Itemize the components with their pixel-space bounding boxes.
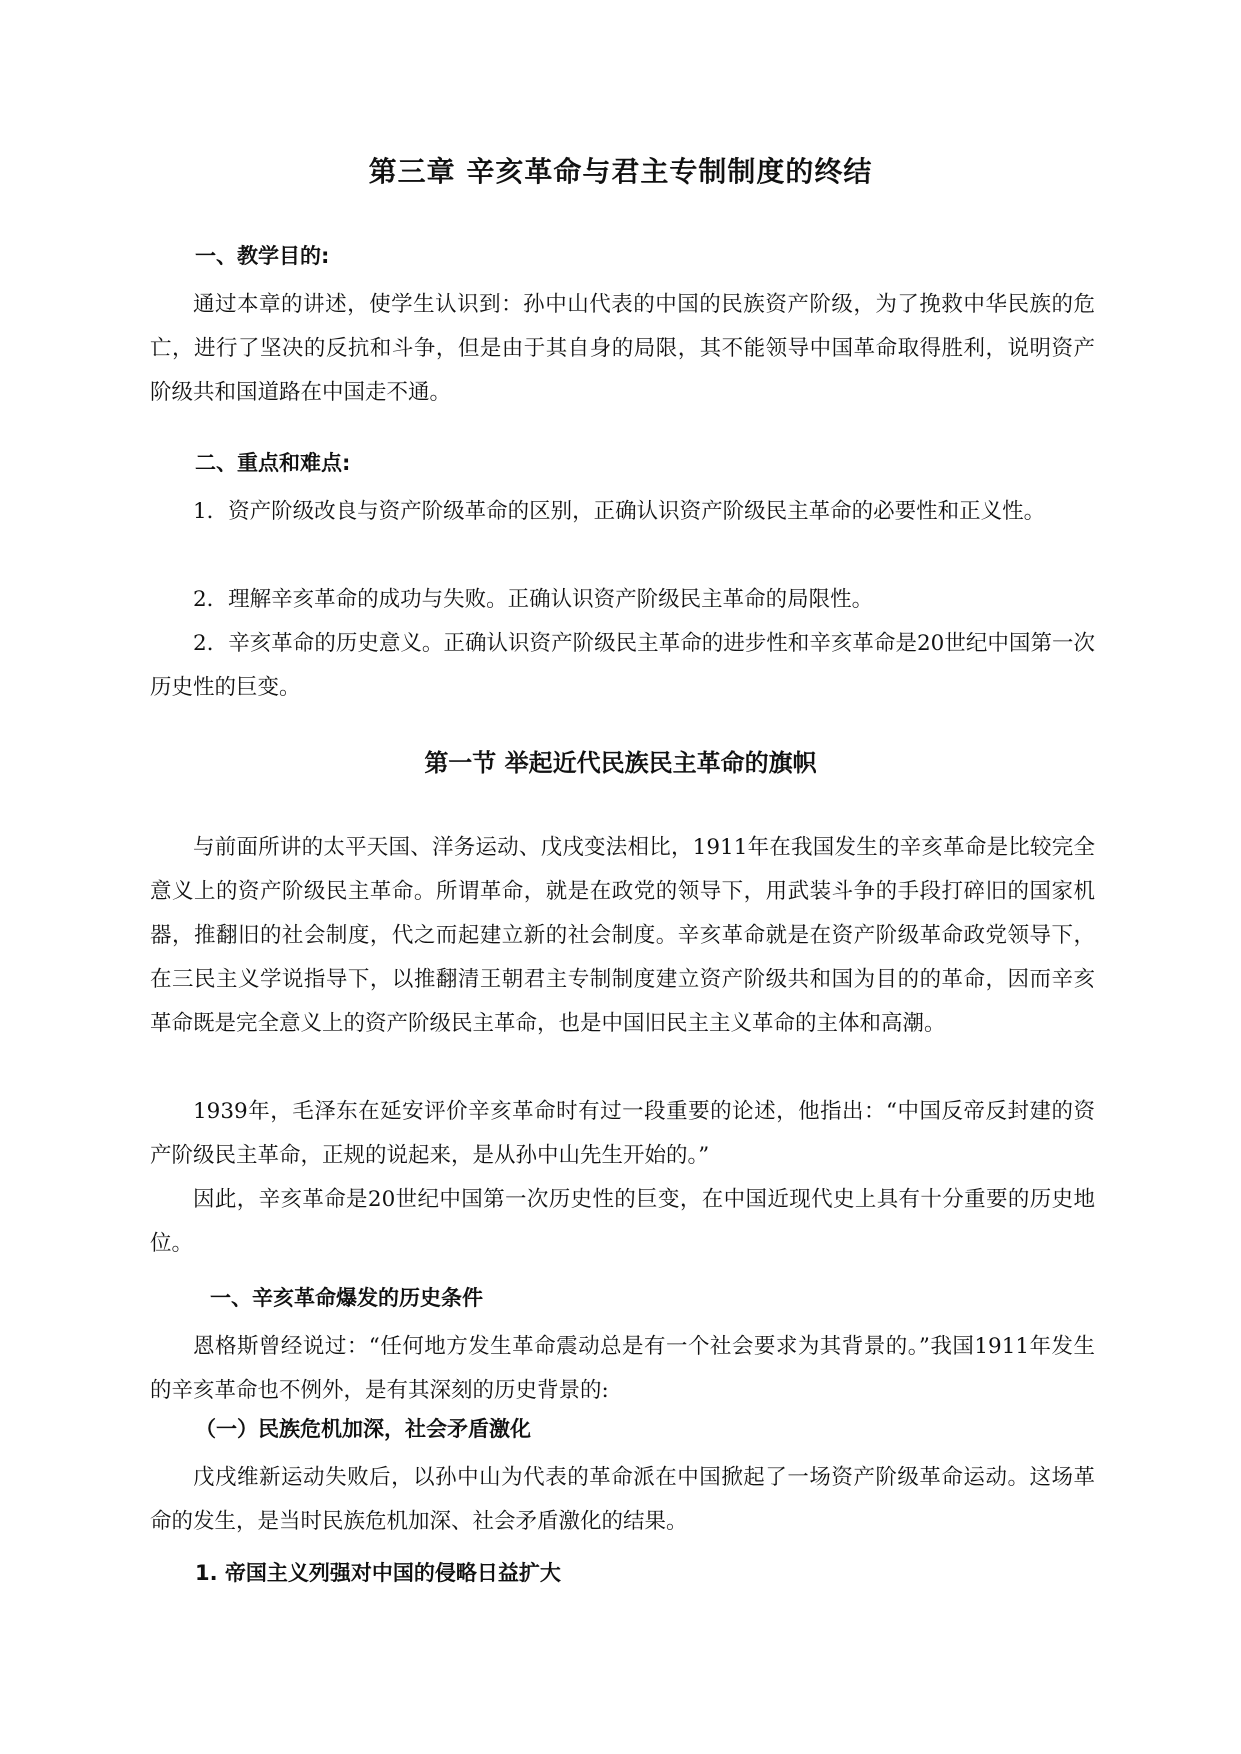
key-point-item: 2．理解辛亥革命的成功与失败。正确认识资产阶级民主革命的局限性。 [193, 587, 874, 612]
section-paragraph: 1939年，毛泽东在延安评价辛亥革命时有过一段重要的论述，他指出：“中国反帝反封建的资产阶级民主革命，正规的说起来，是从孙中山先生开始的。” [150, 1099, 1095, 1168]
chapter-title: 第三章 辛亥革命与君主专制制度的终结 [368, 155, 873, 188]
point-heading: 1. 帝国主义列强对中国的侵略日益扩大 [195, 1561, 561, 1585]
history-conditions-heading: 一、辛亥革命爆发的历史条件 [210, 1286, 483, 1310]
key-point-item: 2．辛亥革命的历史意义。正确认识资产阶级民主革命的进步性和辛亥革命是20世纪中国第一次历史性的巨变。 [150, 631, 1095, 700]
section-paragraph: 与前面所讲的太平天国、洋务运动、戊戌变法相比，1911年在我国发生的辛亥革命是比较完全意义上的资产阶级民主革命。所谓革命，就是在政党的领导下，用武装斗争的手段打碎旧的国家机器，推翻旧的社会制度，代之而起建立新的社会制度。辛亥革命就是在资产阶级革命政党领导下，在三民主义学说指导下，以推翻清王朝君主专制制度建立资产阶级共和国为目的的革命，因而辛亥革命既是完全意义上的资产阶级民主革命，也是中国旧民主主义革命的主体和高潮。 [150, 835, 1095, 1036]
history-conditions-intro: 恩格斯曾经说过：“任何地方发生革命震动总是有一个社会要求为其背景的。”我国1911年发生的辛亥革命也不例外，是有其深刻的历史背景的: [150, 1334, 1095, 1403]
subsection-paragraph: 戊戌维新运动失败后，以孙中山为代表的革命派在中国掀起了一场资产阶级革命运动。这场革命的发生，是当时民族危机加深、社会矛盾激化的结果。 [150, 1465, 1095, 1534]
teaching-goal-paragraph: 通过本章的讲述，使学生认识到：孙中山代表的中国的民族资产阶级，为了挽救中华民族的危亡，进行了坚决的反抗和斗争，但是由于其自身的局限，其不能领导中国革命取得胜利，说明资产阶级共和国道路在中国走不通。 [150, 292, 1095, 405]
section-title: 第一节 举起近代民族民主革命的旗帜 [424, 749, 817, 777]
key-points-heading: 二、重点和难点: [195, 451, 351, 475]
section-paragraph: 因此，辛亥革命是20世纪中国第一次历史性的巨变，在中国近现代史上具有十分重要的历史地位。 [150, 1187, 1095, 1256]
teaching-goal-heading: 一、教学目的: [195, 244, 330, 268]
key-point-item: 1．资产阶级改良与资产阶级革命的区别，正确认识资产阶级民主革命的必要性和正义性。 [193, 499, 1046, 524]
subsection-heading: （一）民族危机加深，社会矛盾激化 [195, 1417, 531, 1441]
